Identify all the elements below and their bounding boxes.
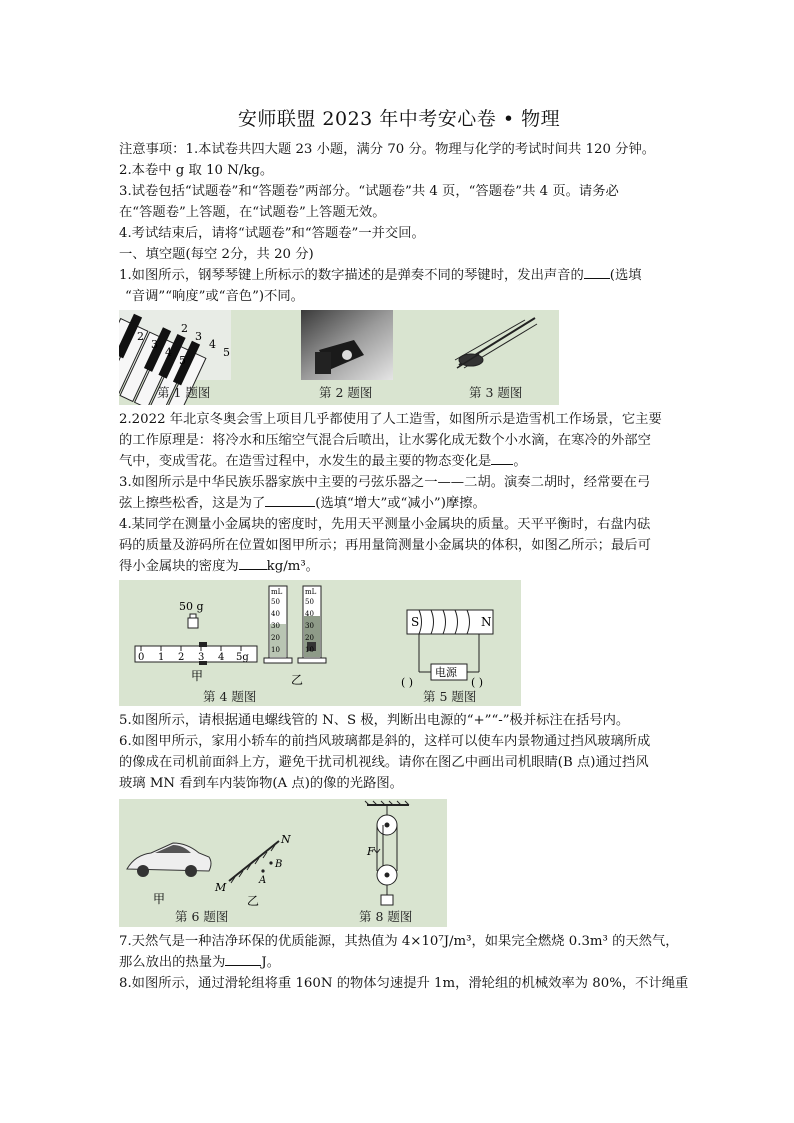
cylinder-left <box>264 586 292 663</box>
figure-row-2 <box>119 580 521 706</box>
caption-fig-3: 第 3 题图 <box>469 385 523 400</box>
note-3b: 在“答题卷”上答题，在“试题卷”上答题无效。 <box>119 205 386 220</box>
answer-blank[interactable] <box>584 265 610 279</box>
question-6c: 玻璃 MN 看到车内装饰物(A 点)的像的光路图。 <box>119 776 403 791</box>
snow-machine-photo <box>301 310 393 380</box>
section-heading: 一、填空题(每空 2分，共 20 分) <box>119 247 314 262</box>
cyl-tick: 40 <box>305 610 314 618</box>
question-4a: 4.某同学在测量小金属块的密度时，先用天平测量小金属块的质量。天平平衡时，右盘内砝 <box>119 517 651 532</box>
answer-blank[interactable] <box>239 556 267 570</box>
question-6a: 6.如图甲所示，家用小轿车的前挡风玻璃都是斜的，这样可以使车内景物通过挡风玻璃所成 <box>119 734 651 749</box>
s-pole-label: S <box>411 615 420 629</box>
cyl-tick: 10 <box>271 646 280 654</box>
cylinder-right <box>298 586 326 663</box>
label-a: A <box>259 875 267 886</box>
scale-tick: 2 <box>178 652 185 663</box>
key-number: 3 <box>151 338 158 351</box>
mirror-mn <box>229 841 279 883</box>
note-3a: 3.试卷包括“试题卷”和“答题卷”两部分。“试题卷”共 4 页，“答题卷”共 4 页。请务必 <box>119 184 619 199</box>
caption-fig-4: 第 4 题图 <box>203 689 257 704</box>
question-7b: 那么放出的热量为 J。 <box>119 952 679 973</box>
n-pole-label: N <box>481 615 492 629</box>
label-n: N <box>281 833 291 846</box>
weight-label: 50 g <box>179 600 204 613</box>
question-2b: 的工作原理是：将冷水和压缩空气混合后喷出，让水雾化成无数个小水滴，在寒冷的外部空 <box>119 433 651 448</box>
caption-fig-5: 第 5 题图 <box>423 689 477 704</box>
question-3a: 3.如图所示是中华民族乐器家族中主要的弓弦乐器之一——二胡。演奏二胡时，经常要在弓 <box>119 475 651 490</box>
cyl-tick: 10 <box>305 646 314 654</box>
scale-tick: 5g <box>236 652 249 663</box>
key-number: 2 <box>137 330 144 343</box>
question-7a: 7.天然气是一种洁净环保的优质能源，其热值为 4×10⁷J/m³，如果完全燃烧 0.3m³ 的天然气， <box>119 934 679 949</box>
question-3b: 弦上擦些松香，这是为了 (选填“增大”或“减小”)摩擦。 <box>119 493 679 514</box>
question-8: 8.如图所示，通过滑轮组将重 160N 的物体匀速提升 1m，滑轮组的机械效率为 80%，不计绳重 <box>119 976 689 991</box>
scale-tick: 3 <box>198 652 205 663</box>
label-jia: 甲 <box>153 892 166 906</box>
power-source-label: 电源 <box>435 666 457 679</box>
note-1: 注意事项：1.本试卷共四大题 23 小题，满分 70 分。物理与化学的考试时间共 120 分钟。 <box>119 142 656 157</box>
car-image <box>127 843 211 877</box>
question-2a: 2.2022 年北京冬奥会雪上项目几乎都使用了人工造雪，如图所示是造雪机工作场景，它主要 <box>119 412 662 427</box>
caption-fig-8: 第 8 题图 <box>359 909 413 924</box>
question-6b: 的像成在司机前面斜上方，避免干扰司机视线。请你在图乙中画出司机眼睛(B 点)通过挡风 <box>119 755 649 770</box>
question-4c: 得小金属块的密度为 kg/m³。 <box>119 556 679 577</box>
answer-blank[interactable] <box>225 952 261 966</box>
balance-rider-figure <box>135 600 257 665</box>
key-number: 4 <box>165 346 172 359</box>
page-title: 安师联盟 2023 年中考安心卷 • 物理 <box>237 108 561 130</box>
question-2c: 气中，变成雪花。在造雪过程中，水发生的最主要的物态变化是 。 <box>119 451 679 472</box>
key-number: 3 <box>195 330 202 343</box>
answer-paren-left: ( ) <box>401 676 414 689</box>
key-number: 2 <box>181 322 188 335</box>
question-1: 1.如图所示，钢琴琴键上所标示的数字描述的是弹奏不同的琴键时，发出声音的 (选填 <box>119 265 679 286</box>
figure-row-3 <box>119 799 447 927</box>
answer-paren-right: ( ) <box>471 676 484 689</box>
key-number: 5 <box>223 346 230 359</box>
cyl-tick: 40 <box>271 610 280 618</box>
question-1-cont: “音调”“响度”或“音色”)不同。 <box>125 289 304 304</box>
key-number: 4 <box>209 338 216 351</box>
caption-fig-2: 第 2 题图 <box>319 385 373 400</box>
label-jia: 甲 <box>191 669 204 683</box>
label-force-f: F <box>367 845 375 858</box>
label-m: M <box>215 881 227 894</box>
cyl-tick: 30 <box>305 622 314 630</box>
label-yi: 乙 <box>247 894 260 908</box>
unit-label: mL <box>305 588 317 596</box>
question-4b: 码的质量及游码所在位置如图甲所示；再用量筒测量小金属块的体积，如图乙所示；最后可 <box>119 538 651 553</box>
scale-tick: 0 <box>138 652 145 663</box>
label-b: B <box>275 859 283 870</box>
cyl-tick: 20 <box>271 634 280 642</box>
caption-fig-1: 第 1 题图 <box>157 385 211 400</box>
cyl-tick: 50 <box>305 598 314 606</box>
answer-blank[interactable] <box>265 493 315 507</box>
exam-page <box>119 104 689 994</box>
question-5: 5.如图所示，请根据通电螺线管的 N、S 极，判断出电源的“+”“-”极并标注在括号内。 <box>119 713 630 728</box>
label-yi: 乙 <box>291 673 304 687</box>
caption-fig-6: 第 6 题图 <box>175 909 229 924</box>
cyl-tick: 20 <box>305 634 314 642</box>
scale-tick: 4 <box>218 652 225 663</box>
answer-blank[interactable] <box>491 451 513 465</box>
key-number: 5 <box>179 354 186 367</box>
note-2: 2.本卷中 g 取 10 N/kg。 <box>119 163 274 178</box>
cyl-tick: 30 <box>271 622 280 630</box>
erhu-figure <box>455 318 537 368</box>
figure-row-1 <box>119 310 559 405</box>
unit-label: mL <box>271 588 283 596</box>
cyl-tick: 50 <box>271 598 280 606</box>
scale-tick: 1 <box>158 652 165 663</box>
note-4: 4.考试结束后，请将“试题卷”和“答题卷”一并交回。 <box>119 226 425 241</box>
